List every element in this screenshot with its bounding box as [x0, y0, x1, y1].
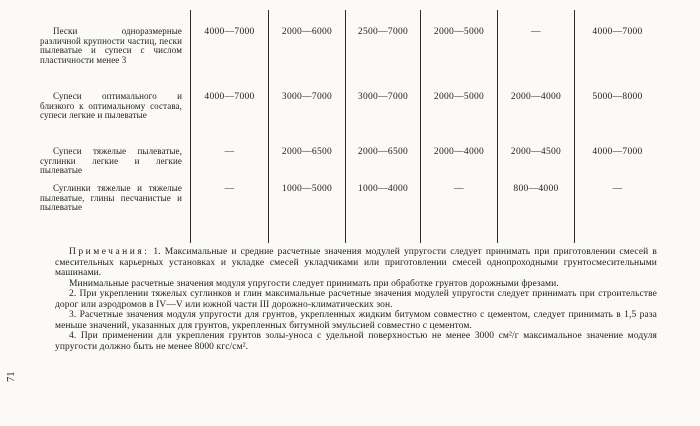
notes-section: [55, 247, 657, 352]
row-label-soil-type: Супеси тяжелые пылеватые, суглинки легкие и легкие пылеватые: [40, 146, 182, 176]
table-cell: —: [190, 147, 268, 184]
note-paragraph: 2. При укреплении тяжелых суглинков и глин максимальные расчетные значения модулей упругости следует принимать при строительстве дорог или аэродромов в IV—V или южной части III дорожно-климатических зон.: [55, 289, 657, 310]
table-cell: 2000—6500: [268, 147, 345, 184]
table-cell: 1000—5000: [268, 184, 345, 243]
table-cell: 2000—4000: [497, 92, 574, 147]
soil-modulus-table: [35, 10, 660, 243]
table-cell: 3000—7000: [268, 92, 345, 147]
table-cell: 4000—7000: [190, 92, 268, 147]
table-cell: 4000—7000: [574, 147, 660, 184]
page-number: 71: [6, 371, 17, 382]
table-row: [35, 10, 660, 92]
note-paragraph: 4. При применении для укрепления грунтов золы-уноса с удельной поверхностью не менее 3000 см²/г максимальное значение модуля упругости должно быть не менее 8000 кгс/см².: [55, 331, 657, 352]
table-row: [35, 147, 660, 184]
table-cell: —: [574, 184, 660, 243]
table-cell: 2000—5000: [420, 10, 497, 92]
notes-heading: Примечания:: [69, 247, 150, 257]
table-cell: —: [190, 184, 268, 243]
table-cell: 2000—4500: [497, 147, 574, 184]
table-row: [35, 92, 660, 147]
table-cell: 5000—8000: [574, 92, 660, 147]
table-cell: 2000—6000: [268, 10, 345, 92]
note-paragraph: Минимальные расчетные значения модуля упругости следует принимать при обработке грунтов дорожными фрезами.: [69, 278, 559, 289]
table-cell: —: [420, 184, 497, 243]
table-row: [35, 184, 660, 243]
table-cell: 4000—7000: [190, 10, 268, 92]
table-cell: 2000—5000: [420, 92, 497, 147]
note-text: 1. Максимальные и средние расчетные значения модулей упругости следует принимать при приготовлении смесей в смесительных карьерных установках и укладке смесей укладчиками или приготовлении смесей однопроходными грунтосмесительными машинами.: [55, 247, 657, 278]
note-paragraph: [55, 247, 657, 279]
row-label-soil-type: Супеси оптимального и близкого к оптимальному состава, супеси легкие и пылеватые: [40, 91, 182, 121]
row-label-soil-type: Пески одноразмерные различной крупности частиц, пески пылеватые и супеси с числом пластичности менее 3: [40, 26, 182, 66]
table-cell: 2000—4000: [420, 147, 497, 184]
table-cell: 2000—6500: [345, 147, 420, 184]
table-cell: 800—4000: [497, 184, 574, 243]
table-cell: 2500—7000: [345, 10, 420, 92]
table-cell: 1000—4000: [345, 184, 420, 243]
note-paragraph: 3. Расчетные значения модуля упругости для грунтов, укрепленных жидким битумом совместно с цементом, следует принимать в 1,5 раза меньше значений, указанных для грунтов, укрепленных битумной эмульсией совместно с цементом.: [55, 310, 657, 331]
table-cell: 3000—7000: [345, 92, 420, 147]
table-cell: —: [497, 10, 574, 92]
table-cell: 4000—7000: [574, 10, 660, 92]
row-label-soil-type: Суглинки тяжелые и тяжелые пылеватые, глины песчанистые и пылеватые: [40, 183, 182, 213]
